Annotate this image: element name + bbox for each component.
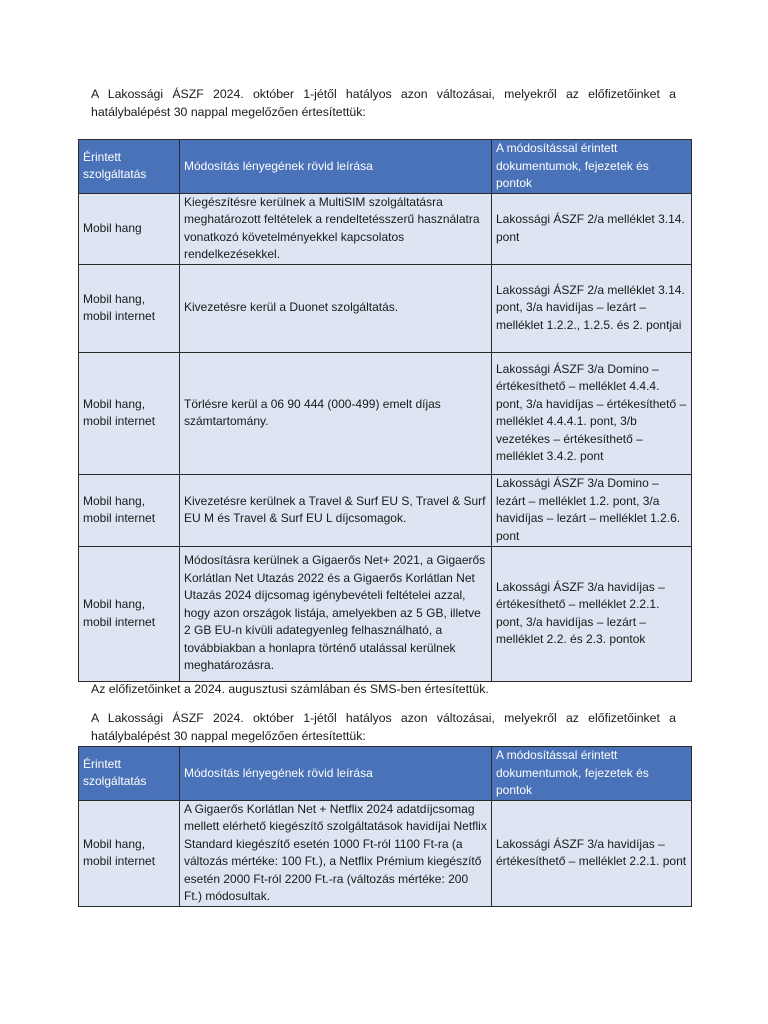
cell-documents: Lakossági ÁSZF 2/a melléklet 3.14. pont bbox=[492, 193, 692, 264]
table-row bbox=[79, 264, 692, 352]
intro-paragraph-2: A Lakossági ÁSZF 2024. október 1-jétől hatályos azon változásai, melyekről az előfizetőinket a hatálybalépést 30 nappal megelőzően értesítettük: bbox=[91, 711, 676, 743]
table-row bbox=[79, 352, 692, 474]
cell-description: Kiegészítésre kerülnek a MultiSIM szolgáltatásra meghatározott feltételek a rendeltetésszerű használatra vonatkozó követelményekkel kapcsolatos rendelkezésekkel. bbox=[180, 193, 492, 264]
cell-description: A Gigaerős Korlátlan Net + Netflix 2024 adatdíjcsomag mellett elérhető kiegészítő szolgáltatások havidíjai Netflix Standard kiegészítő esetén 1000 Ft-ról 1100 Ft-ra (a változás mértéke: 100 Ft.), a Netflix Prémium kiegészítő esetén 2000 Ft-ról 2200 Ft.-ra (változás mértéke: 200 Ft.) módosultak. bbox=[180, 800, 492, 906]
cell-description: Kivezetésre kerül a Duonet szolgáltatás. bbox=[180, 264, 492, 352]
cell-documents: Lakossági ÁSZF 3/a havidíjas – értékesíthető – melléklet 2.2.1. pont, 3/a havidíjas – lezárt – melléklet 2.2. és 2.3. pontok bbox=[492, 546, 692, 681]
table-row bbox=[79, 193, 692, 264]
header-service: Érintett szolgáltatás bbox=[79, 140, 180, 194]
header-documents: A módosítással érintett dokumentumok, fejezetek és pontok bbox=[492, 747, 692, 801]
cell-documents: Lakossági ÁSZF 3/a havidíjas – értékesíthető – melléklet 2.2.1. pont bbox=[492, 800, 692, 906]
table-header-row bbox=[79, 140, 692, 194]
changes-table-2 bbox=[78, 746, 692, 907]
header-description: Módosítás lényegének rövid leírása bbox=[180, 747, 492, 801]
intro-paragraph-1: A Lakossági ÁSZF 2024. október 1-jétől hatályos azon változásai, melyekről az előfizetőinket a hatálybalépést 30 nappal megelőzően értesítettük: bbox=[91, 87, 676, 119]
cell-description: Törlésre kerül a 06 90 444 (000-499) emelt díjas számtartomány. bbox=[180, 352, 492, 474]
cell-service: Mobil hang, mobil internet bbox=[79, 474, 180, 546]
cell-service: Mobil hang, mobil internet bbox=[79, 546, 180, 681]
cell-service: Mobil hang, mobil internet bbox=[79, 800, 180, 906]
changes-table-1 bbox=[78, 139, 692, 682]
table-row bbox=[79, 800, 692, 906]
table-row bbox=[79, 474, 692, 546]
cell-documents: Lakossági ÁSZF 3/a Domino – értékesíthető – melléklet 4.4.4. pont, 3/a havidíjas – értékesíthető – melléklet 4.4.4.1. pont, 3/b vezetékes – értékesíthető – melléklet 3.4.2. pont bbox=[492, 352, 692, 474]
cell-service: Mobil hang, mobil internet bbox=[79, 264, 180, 352]
cell-service: Mobil hang, mobil internet bbox=[79, 352, 180, 474]
cell-description: Módosításra kerülnek a Gigaerős Net+ 2021, a Gigaerős Korlátlan Net Utazás 2022 és a Gigaerős Korlátlan Net Utazás 2024 díjcsomag igénybevételi feltételei azzal, hogy azon országok listája, amelyekben az 5 GB, illetve 2 GB EU-n kívüli adategyenleg felhasználható, a továbbiakban a honlapra történő utalással kerülnek meghatározásra. bbox=[180, 546, 492, 681]
cell-service: Mobil hang bbox=[79, 193, 180, 264]
cell-documents: Lakossági ÁSZF 3/a Domino – lezárt – melléklet 1.2. pont, 3/a havidíjas – lezárt – melléklet 1.2.6. pont bbox=[492, 474, 692, 546]
header-description: Módosítás lényegének rövid leírása bbox=[180, 140, 492, 194]
notification-note: Az előfizetőinket a 2024. augusztusi számlában és SMS-ben értesítettük. bbox=[91, 682, 489, 696]
table-row bbox=[79, 546, 692, 681]
table-header-row bbox=[79, 747, 692, 801]
cell-description: Kivezetésre kerülnek a Travel & Surf EU S, Travel & Surf EU M és Travel & Surf EU L díjcsomagok. bbox=[180, 474, 492, 546]
header-service: Érintett szolgáltatás bbox=[79, 747, 180, 801]
header-documents: A módosítással érintett dokumentumok, fejezetek és pontok bbox=[492, 140, 692, 194]
cell-documents: Lakossági ÁSZF 2/a melléklet 3.14. pont, 3/a havidíjas – lezárt – melléklet 1.2.2., 1.2.5. és 2. pontjai bbox=[492, 264, 692, 352]
